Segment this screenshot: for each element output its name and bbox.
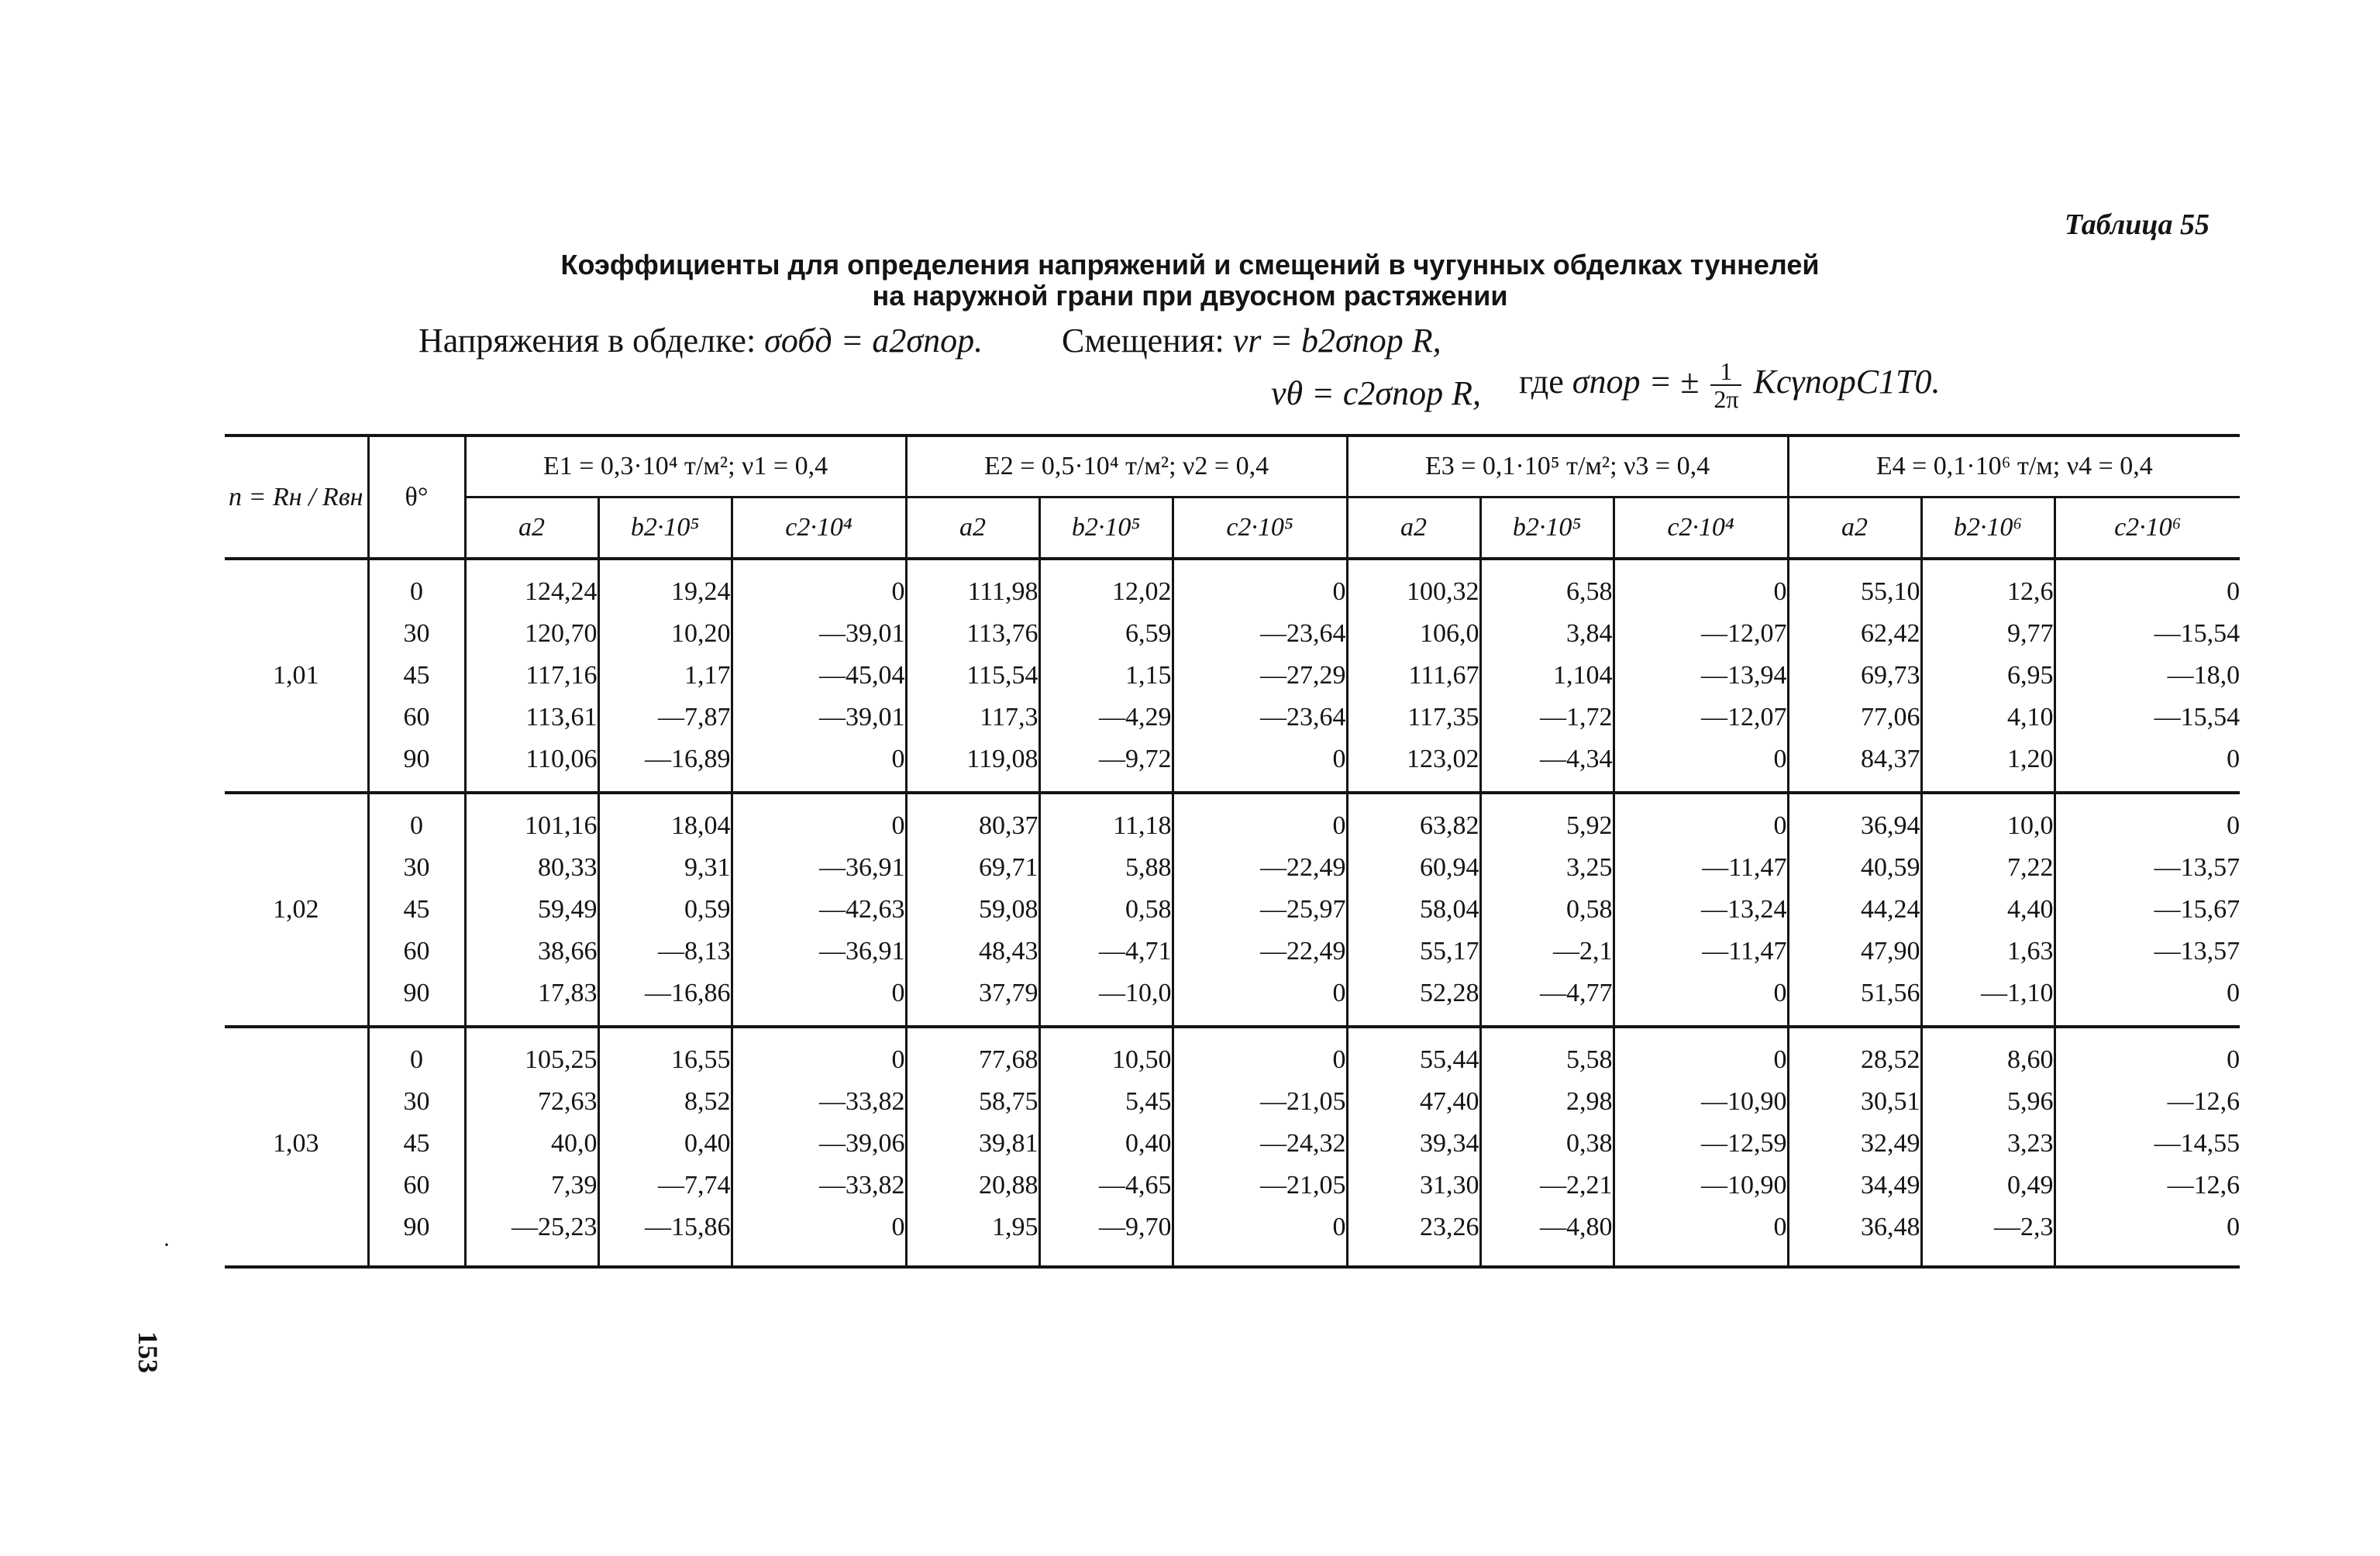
- table-row: [225, 571, 2240, 613]
- value-cell: 58,75: [906, 1081, 1039, 1123]
- table-row: [225, 1081, 2240, 1123]
- value-cell: —42,63: [732, 889, 906, 931]
- value-cell: 113,61: [465, 697, 598, 738]
- value-cell: —4,29: [1039, 697, 1173, 738]
- value-cell: —15,86: [598, 1207, 732, 1248]
- value-cell: —7,87: [598, 697, 732, 738]
- formula-fraction-denominator: 2π: [1714, 385, 1739, 413]
- value-cell: —33,82: [732, 1081, 906, 1123]
- value-cell: 60,94: [1347, 847, 1480, 889]
- value-cell: 39,81: [906, 1123, 1039, 1165]
- value-cell: —11,47: [1614, 931, 1788, 972]
- value-cell: 3,84: [1480, 613, 1614, 655]
- value-cell: 69,73: [1788, 655, 1921, 697]
- value-cell: 40,0: [465, 1123, 598, 1165]
- value-cell: 6,59: [1039, 613, 1173, 655]
- header-subcol: b2·10⁶: [1921, 497, 2055, 559]
- value-cell: —21,05: [1173, 1165, 1347, 1207]
- value-cell: 1,15: [1039, 655, 1173, 697]
- n-value: 1,02: [273, 895, 319, 924]
- value-cell: 0: [1614, 805, 1788, 847]
- value-cell: 10,50: [1039, 1039, 1173, 1081]
- value-cell: —45,04: [732, 655, 906, 697]
- value-cell: 117,16: [465, 655, 598, 697]
- value-cell: 0,49: [1921, 1165, 2055, 1207]
- value-cell: —13,24: [1614, 889, 1788, 931]
- table-row: [225, 1039, 2240, 1081]
- value-cell: 52,28: [1347, 972, 1480, 1014]
- value-cell: 0,59: [598, 889, 732, 931]
- value-cell: 39,34: [1347, 1123, 1480, 1165]
- value-cell: —2,1: [1480, 931, 1614, 972]
- theta-cell: 30: [368, 1081, 465, 1123]
- header-subcol: c2·10⁶: [2055, 497, 2240, 559]
- value-cell: 0: [2055, 1039, 2240, 1081]
- value-cell: 72,63: [465, 1081, 598, 1123]
- table-row: [225, 847, 2240, 889]
- value-cell: 80,33: [465, 847, 598, 889]
- formula-displacement-label: Смещения:: [1062, 322, 1224, 360]
- value-cell: 0,40: [1039, 1123, 1173, 1165]
- value-cell: 38,66: [465, 931, 598, 972]
- header-subcol: a2: [1347, 497, 1480, 559]
- value-cell: 0: [2055, 571, 2240, 613]
- value-cell: 2,98: [1480, 1081, 1614, 1123]
- value-cell: —39,06: [732, 1123, 906, 1165]
- value-cell: 1,104: [1480, 655, 1614, 697]
- header-subcol: b2·10⁵: [1039, 497, 1173, 559]
- value-cell: 0: [1614, 738, 1788, 780]
- value-cell: 111,67: [1347, 655, 1480, 697]
- value-cell: —4,65: [1039, 1165, 1173, 1207]
- value-cell: 34,49: [1788, 1165, 1921, 1207]
- value-cell: 0: [1614, 972, 1788, 1014]
- value-cell: 7,39: [465, 1165, 598, 1207]
- theta-cell: 0: [368, 571, 465, 613]
- group-gap: [225, 780, 2240, 793]
- value-cell: 7,22: [1921, 847, 2055, 889]
- header-subcol: a2: [906, 497, 1039, 559]
- value-cell: 84,37: [1788, 738, 1921, 780]
- value-cell: 0: [1614, 1207, 1788, 1248]
- value-cell: 100,32: [1347, 571, 1480, 613]
- formula-displacement-theta: [1271, 374, 1481, 412]
- group-gap: [225, 1014, 2240, 1027]
- header-theta: θ°: [368, 435, 465, 559]
- value-cell: —36,91: [732, 931, 906, 972]
- header-subcol: c2·10⁵: [1173, 497, 1347, 559]
- value-cell: 0: [2055, 738, 2240, 780]
- table-row: [225, 931, 2240, 972]
- value-cell: 80,37: [906, 805, 1039, 847]
- theta-cell: 45: [368, 1123, 465, 1165]
- group-separator: [225, 793, 2240, 805]
- theta-cell: 60: [368, 1165, 465, 1207]
- value-cell: —13,94: [1614, 655, 1788, 697]
- formula-sigma: [1519, 358, 1941, 412]
- value-cell: —13,57: [2055, 847, 2240, 889]
- value-cell: 0: [732, 972, 906, 1014]
- value-cell: —39,01: [732, 697, 906, 738]
- value-cell: 5,92: [1480, 805, 1614, 847]
- value-cell: —33,82: [732, 1165, 906, 1207]
- header-group-e4: E4 = 0,1·10⁶ т/м; ν4 = 0,4: [1788, 435, 2240, 497]
- table-row: [225, 972, 2240, 1014]
- formula-vr-expr: vr = b2σпор R,: [1232, 322, 1441, 360]
- value-cell: 20,88: [906, 1165, 1039, 1207]
- value-cell: 110,06: [465, 738, 598, 780]
- table-title-line-2: на наружной грани при двуосном растяжении: [872, 280, 1508, 312]
- header-subcol: a2: [465, 497, 598, 559]
- theta-cell: 90: [368, 972, 465, 1014]
- n-value: 1,03: [273, 1129, 319, 1158]
- value-cell: 113,76: [906, 613, 1039, 655]
- value-cell: 9,77: [1921, 613, 2055, 655]
- value-cell: 1,20: [1921, 738, 2055, 780]
- value-cell: 120,70: [465, 613, 598, 655]
- value-cell: 0: [732, 738, 906, 780]
- value-cell: 117,3: [906, 697, 1039, 738]
- formula-stress-expr: σобд = a2σпор.: [764, 322, 983, 360]
- value-cell: 0: [1173, 1039, 1347, 1081]
- value-cell: 16,55: [598, 1039, 732, 1081]
- value-cell: —16,89: [598, 738, 732, 780]
- header-n: n = Rн / Rвн: [225, 435, 368, 559]
- value-cell: 31,30: [1347, 1165, 1480, 1207]
- value-cell: —2,3: [1921, 1207, 2055, 1248]
- value-cell: 0: [2055, 972, 2240, 1014]
- value-cell: 1,63: [1921, 931, 2055, 972]
- table-caption: Таблица 55: [2064, 208, 2210, 241]
- value-cell: —39,01: [732, 613, 906, 655]
- value-cell: 10,0: [1921, 805, 2055, 847]
- value-cell: —15,54: [2055, 697, 2240, 738]
- theta-cell: 0: [368, 805, 465, 847]
- value-cell: 1,17: [598, 655, 732, 697]
- formula-stress-label: Напряжения в обделке:: [418, 322, 756, 360]
- table-row: [225, 613, 2240, 655]
- value-cell: —25,97: [1173, 889, 1347, 931]
- value-cell: 8,52: [598, 1081, 732, 1123]
- value-cell: 8,60: [1921, 1039, 2055, 1081]
- value-cell: —25,23: [465, 1207, 598, 1248]
- formula-displacement-r: [1062, 324, 1441, 358]
- table-row: [225, 1123, 2240, 1165]
- value-cell: 5,45: [1039, 1081, 1173, 1123]
- value-cell: 59,49: [465, 889, 598, 931]
- table-row: [225, 805, 2240, 847]
- value-cell: 0: [1173, 1207, 1347, 1248]
- value-cell: 9,31: [598, 847, 732, 889]
- formula-vtheta-expr: vθ = c2σпор R,: [1271, 374, 1481, 412]
- value-cell: —16,86: [598, 972, 732, 1014]
- theta-cell: 45: [368, 889, 465, 931]
- table-row: [225, 1165, 2240, 1207]
- value-cell: 36,94: [1788, 805, 1921, 847]
- value-cell: 124,24: [465, 571, 598, 613]
- value-cell: 3,23: [1921, 1123, 2055, 1165]
- value-cell: 0: [732, 1207, 906, 1248]
- value-cell: —10,90: [1614, 1165, 1788, 1207]
- value-cell: —1,72: [1480, 697, 1614, 738]
- value-cell: 37,79: [906, 972, 1039, 1014]
- value-cell: 63,82: [1347, 805, 1480, 847]
- value-cell: 5,88: [1039, 847, 1173, 889]
- value-cell: —22,49: [1173, 931, 1347, 972]
- value-cell: 58,04: [1347, 889, 1480, 931]
- table-body: [225, 559, 2240, 1267]
- theta-cell: 0: [368, 1039, 465, 1081]
- value-cell: 0: [1173, 738, 1347, 780]
- header-subcol: b2·10⁵: [598, 497, 732, 559]
- value-cell: —23,64: [1173, 697, 1347, 738]
- value-cell: —12,6: [2055, 1081, 2240, 1123]
- value-cell: 55,17: [1347, 931, 1480, 972]
- value-cell: 0,58: [1039, 889, 1173, 931]
- value-cell: 12,02: [1039, 571, 1173, 613]
- value-cell: —4,77: [1480, 972, 1614, 1014]
- value-cell: 0: [732, 571, 906, 613]
- value-cell: —4,71: [1039, 931, 1173, 972]
- value-cell: 117,35: [1347, 697, 1480, 738]
- value-cell: —2,21: [1480, 1165, 1614, 1207]
- value-cell: 0,40: [598, 1123, 732, 1165]
- value-cell: —9,70: [1039, 1207, 1173, 1248]
- value-cell: 4,10: [1921, 697, 2055, 738]
- value-cell: —18,0: [2055, 655, 2240, 697]
- theta-cell: 60: [368, 931, 465, 972]
- value-cell: 5,96: [1921, 1081, 2055, 1123]
- value-cell: 5,58: [1480, 1039, 1614, 1081]
- value-cell: 28,52: [1788, 1039, 1921, 1081]
- theta-cell: 90: [368, 738, 465, 780]
- formula-where-label: где: [1519, 363, 1564, 401]
- margin-dot: ·: [163, 1232, 170, 1258]
- value-cell: —27,29: [1173, 655, 1347, 697]
- value-cell: 18,04: [598, 805, 732, 847]
- value-cell: —22,49: [1173, 847, 1347, 889]
- value-cell: 111,98: [906, 571, 1039, 613]
- formula-sigma-tail: KcγпорC1T0.: [1753, 363, 1941, 401]
- value-cell: 6,58: [1480, 571, 1614, 613]
- value-cell: 59,08: [906, 889, 1039, 931]
- value-cell: 44,24: [1788, 889, 1921, 931]
- value-cell: 40,59: [1788, 847, 1921, 889]
- value-cell: —13,57: [2055, 931, 2240, 972]
- value-cell: 123,02: [1347, 738, 1480, 780]
- value-cell: —15,67: [2055, 889, 2240, 931]
- group-separator: [225, 1027, 2240, 1039]
- table-row: [225, 889, 2240, 931]
- table-row: [225, 697, 2240, 738]
- value-cell: 0: [1173, 805, 1347, 847]
- value-cell: 0,38: [1480, 1123, 1614, 1165]
- theta-cell: 90: [368, 1207, 465, 1248]
- value-cell: 47,40: [1347, 1081, 1480, 1123]
- value-cell: —10,90: [1614, 1081, 1788, 1123]
- header-subcol: c2·10⁴: [732, 497, 906, 559]
- value-cell: —36,91: [732, 847, 906, 889]
- value-cell: —1,10: [1921, 972, 2055, 1014]
- table-row: [225, 1207, 2240, 1248]
- value-cell: —4,80: [1480, 1207, 1614, 1248]
- value-cell: 23,26: [1347, 1207, 1480, 1248]
- value-cell: —9,72: [1039, 738, 1173, 780]
- header-group-e1: E1 = 0,3·10⁴ т/м²; ν1 = 0,4: [465, 435, 906, 497]
- value-cell: —24,32: [1173, 1123, 1347, 1165]
- value-cell: 77,06: [1788, 697, 1921, 738]
- group-gap: [225, 1248, 2240, 1267]
- group-separator: [225, 559, 2240, 571]
- coefficients-table: [225, 434, 2240, 1269]
- value-cell: 55,10: [1788, 571, 1921, 613]
- value-cell: 0: [732, 1039, 906, 1081]
- value-cell: 11,18: [1039, 805, 1173, 847]
- value-cell: 47,90: [1788, 931, 1921, 972]
- value-cell: 6,95: [1921, 655, 2055, 697]
- formula-stress: [418, 324, 983, 358]
- value-cell: 115,54: [906, 655, 1039, 697]
- value-cell: 0: [1614, 1039, 1788, 1081]
- value-cell: 17,83: [465, 972, 598, 1014]
- header-subcol: c2·10⁴: [1614, 497, 1788, 559]
- value-cell: 36,48: [1788, 1207, 1921, 1248]
- n-value: 1,01: [273, 661, 319, 690]
- value-cell: 55,44: [1347, 1039, 1480, 1081]
- header-subcol: a2: [1788, 497, 1921, 559]
- value-cell: 10,20: [598, 613, 732, 655]
- value-cell: 119,08: [906, 738, 1039, 780]
- value-cell: —12,07: [1614, 613, 1788, 655]
- value-cell: —15,54: [2055, 613, 2240, 655]
- value-cell: 101,16: [465, 805, 598, 847]
- value-cell: 0: [1173, 972, 1347, 1014]
- value-cell: 105,25: [465, 1039, 598, 1081]
- value-cell: —4,34: [1480, 738, 1614, 780]
- theta-cell: 30: [368, 847, 465, 889]
- value-cell: —10,0: [1039, 972, 1173, 1014]
- table-title-line-1: Коэффициенты для определения напряжений и смещений в чугунных обделках туннелей: [560, 249, 1820, 281]
- value-cell: 0: [1614, 571, 1788, 613]
- value-cell: 69,71: [906, 847, 1039, 889]
- value-cell: 30,51: [1788, 1081, 1921, 1123]
- value-cell: 0: [2055, 805, 2240, 847]
- value-cell: —14,55: [2055, 1123, 2240, 1165]
- theta-cell: 30: [368, 613, 465, 655]
- value-cell: 1,95: [906, 1207, 1039, 1248]
- formula-fraction: [1710, 358, 1741, 412]
- value-cell: 0: [732, 805, 906, 847]
- header-subcol: b2·10⁵: [1480, 497, 1614, 559]
- formula-fraction-numerator: 1: [1710, 358, 1741, 386]
- value-cell: 32,49: [1788, 1123, 1921, 1165]
- value-cell: 62,42: [1788, 613, 1921, 655]
- formula-sigma-expr: σпор = ±: [1572, 363, 1700, 401]
- value-cell: —23,64: [1173, 613, 1347, 655]
- value-cell: —12,6: [2055, 1165, 2240, 1207]
- value-cell: 48,43: [906, 931, 1039, 972]
- value-cell: —7,74: [598, 1165, 732, 1207]
- value-cell: 0: [1173, 571, 1347, 613]
- value-cell: —12,59: [1614, 1123, 1788, 1165]
- value-cell: 51,56: [1788, 972, 1921, 1014]
- theta-cell: 60: [368, 697, 465, 738]
- theta-cell: 45: [368, 655, 465, 697]
- value-cell: 19,24: [598, 571, 732, 613]
- value-cell: 77,68: [906, 1039, 1039, 1081]
- value-cell: 4,40: [1921, 889, 2055, 931]
- value-cell: 0,58: [1480, 889, 1614, 931]
- page-number: 153: [133, 1331, 164, 1373]
- header-group-e2: E2 = 0,5·10⁴ т/м²; ν2 = 0,4: [906, 435, 1347, 497]
- value-cell: —21,05: [1173, 1081, 1347, 1123]
- value-cell: 3,25: [1480, 847, 1614, 889]
- table-row: [225, 738, 2240, 780]
- header-group-e3: E3 = 0,1·10⁵ т/м²; ν3 = 0,4: [1347, 435, 1788, 497]
- value-cell: 106,0: [1347, 613, 1480, 655]
- table-row: [225, 655, 2240, 697]
- value-cell: 0: [2055, 1207, 2240, 1248]
- value-cell: 12,6: [1921, 571, 2055, 613]
- value-cell: —11,47: [1614, 847, 1788, 889]
- value-cell: —8,13: [598, 931, 732, 972]
- value-cell: —12,07: [1614, 697, 1788, 738]
